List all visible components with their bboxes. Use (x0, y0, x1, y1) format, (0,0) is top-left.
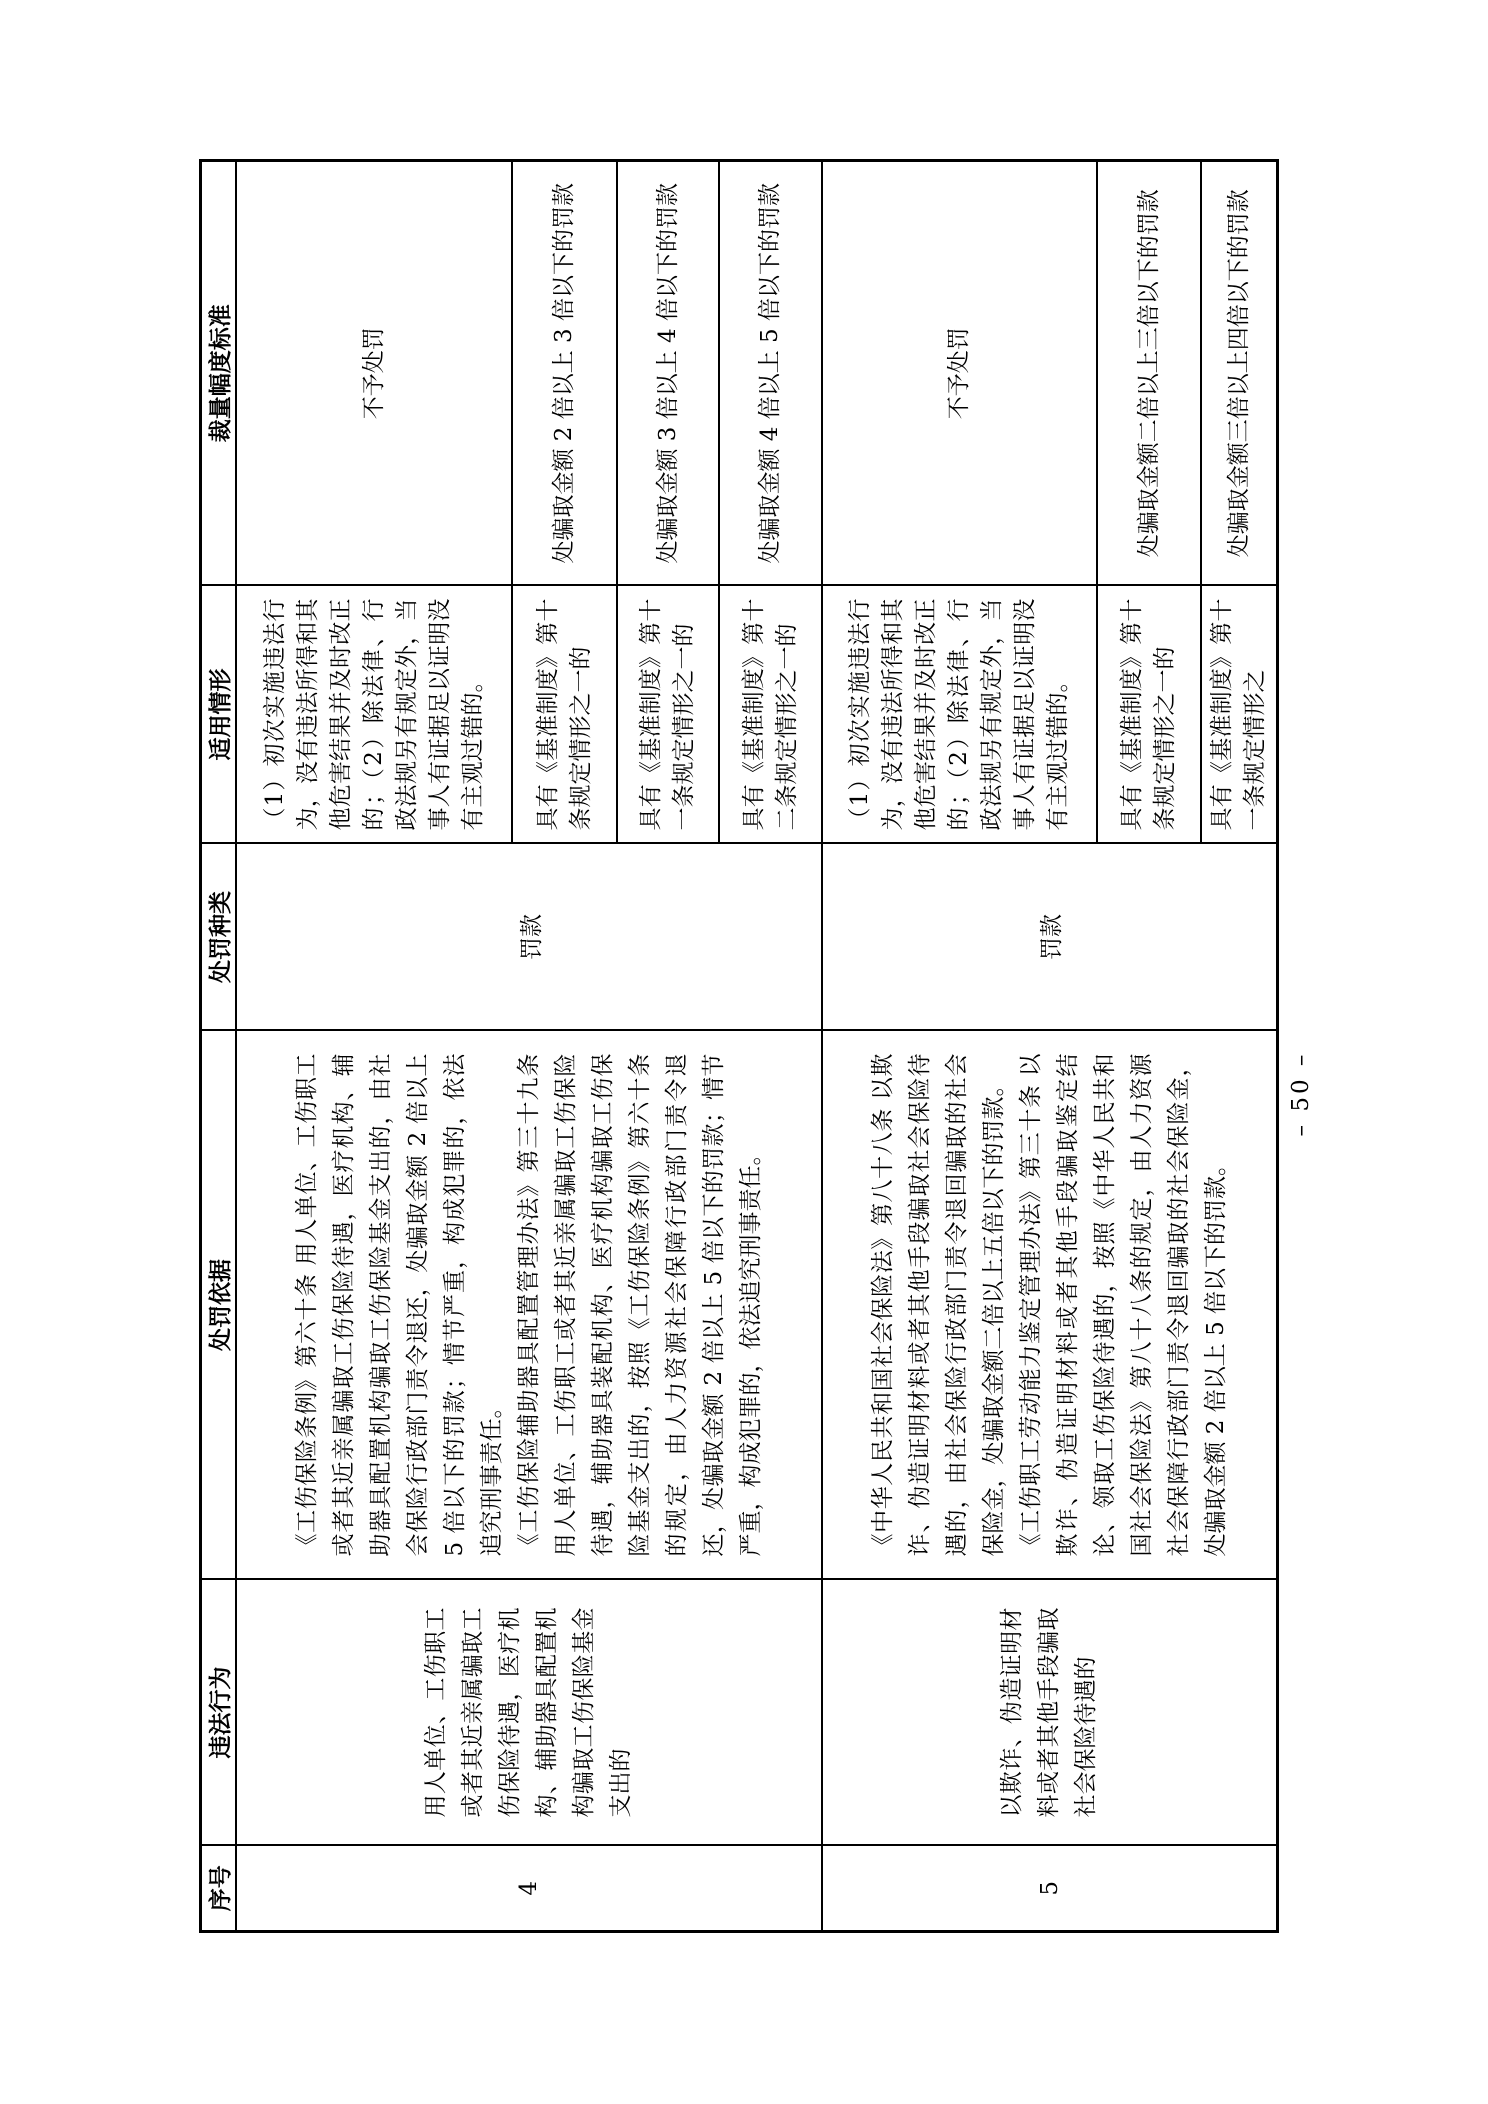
row4-tier1-situation: （1）初次实施违法行为，没有违法所得和其他危害结果并及时改正的；（2）除法律、行政法规另有规定外，当事人有证据足以证明没有主观过错的。 (236, 586, 512, 844)
page-number: – 50 – (1288, 1051, 1314, 1137)
table-header-row (201, 161, 237, 1932)
header-standard: 裁量幅度标准 (201, 161, 237, 586)
header-basis: 处罚依据 (201, 1031, 237, 1580)
row4-basis-paragraph-2: 《工伤保险辅助器具配置管理办法》第三十九条 用人单位、工伤职工或者其近亲属骗取工伤保险待遇，辅助器具装配机构、医疗机构骗取工伤保险基金支出的，按照《工伤保险条例》第六十条的规定，由人力资源社会保障行政部门责令退还，处骗取金额 2 倍以上 5 倍以下的罚款；情节严重，构成犯罪的，依法追究刑事责任。 (515, 1053, 764, 1557)
row5-basis-paragraph-2: 《工伤职工劳动能力鉴定管理办法》第三十条 以欺诈、伪造证明材料或者其他手段骗取鉴定结论、领取工伤保险待遇的，按照《中华人民共和国社会保险法》第八十八条的规定，由人力资源社会保障行政部门责令退回骗取的社会保险金，处骗取金额 2 倍以上 5 倍以下的罚款。 (1017, 1053, 1229, 1557)
row4-tier3-situation: 具有《基准制度》第十一条规定情形之一的 (617, 586, 719, 844)
row5-basis-paragraph-1: 《中华人民共和国社会保险法》第八十八条 以欺诈、伪造证明材料或者其他手段骗取社会保险待遇的，由社会保险行政部门责令退回骗取的社会保险金，处骗取金额二倍以上五倍以下的罚款。 (869, 1053, 1007, 1557)
row4-basis (236, 1031, 822, 1580)
header-situation: 适用情形 (201, 586, 237, 844)
row5-tier2-situation: 具有《基准制度》第十条规定情形之一的 (1097, 586, 1201, 844)
header-seq: 序号 (201, 1846, 237, 1932)
row5-tier1-situation: （1）初次实施违法行为，没有违法所得和其他危害结果并及时改正的；（2）除法律、行政法规另有规定外，当事人有证据足以证明没有主观过错的。 (822, 586, 1097, 844)
header-violation: 违法行为 (201, 1580, 237, 1846)
table-row (236, 161, 512, 1932)
row5-violation: 以欺诈、伪造证明材料或者其他手段骗取社会保险待遇的 (822, 1580, 1278, 1846)
penalty-discretion-table (199, 159, 1279, 1933)
row5-tier1-standard: 不予处罚 (822, 161, 1097, 586)
row4-tier1-standard: 不予处罚 (236, 161, 512, 586)
row4-tier2-situation: 具有《基准制度》第十条规定情形之一的 (512, 586, 617, 844)
row4-basis-paragraph-1: 《工伤保险条例》第六十条 用人单位、工伤职工或者其近亲属骗取工伤保险待遇，医疗机构、辅助器具配置机构骗取工伤保险基金支出的，由社会保险行政部门责令退还，处骗取金额 2 倍以上 5 倍以下的罚款；情节严重，构成犯罪的，依法追究刑事责任。 (293, 1053, 505, 1557)
header-penalty-type: 处罚种类 (201, 844, 237, 1031)
row4-tier4-standard: 处骗取金额 4 倍以上 5 倍以下的罚款 (719, 161, 822, 586)
row5-tier2-standard: 处骗取金额二倍以上三倍以下的罚款 (1097, 161, 1201, 586)
row5-basis (822, 1031, 1278, 1580)
row4-seq: 4 (236, 1846, 822, 1932)
row4-tier4-situation: 具有《基准制度》第十二条规定情形之一的 (719, 586, 822, 844)
row5-tier3-situation: 具有《基准制度》第十一条规定情形之 (1201, 586, 1278, 844)
row4-tier3-standard: 处骗取金额 3 倍以上 4 倍以下的罚款 (617, 161, 719, 586)
row4-violation: 用人单位、工伤职工或者其近亲属骗取工伤保险待遇，医疗机构、辅助器具配置机构骗取工伤保险基金支出的 (236, 1580, 822, 1846)
row5-penalty-type: 罚款 (822, 844, 1278, 1031)
row5-tier3-standard: 处骗取金额三倍以上四倍以下的罚款 (1201, 161, 1278, 586)
row4-tier2-standard: 处骗取金额 2 倍以上 3 倍以下的罚款 (512, 161, 617, 586)
row5-seq: 5 (822, 1846, 1278, 1932)
row4-penalty-type: 罚款 (236, 844, 822, 1031)
table-row (822, 161, 1097, 1932)
